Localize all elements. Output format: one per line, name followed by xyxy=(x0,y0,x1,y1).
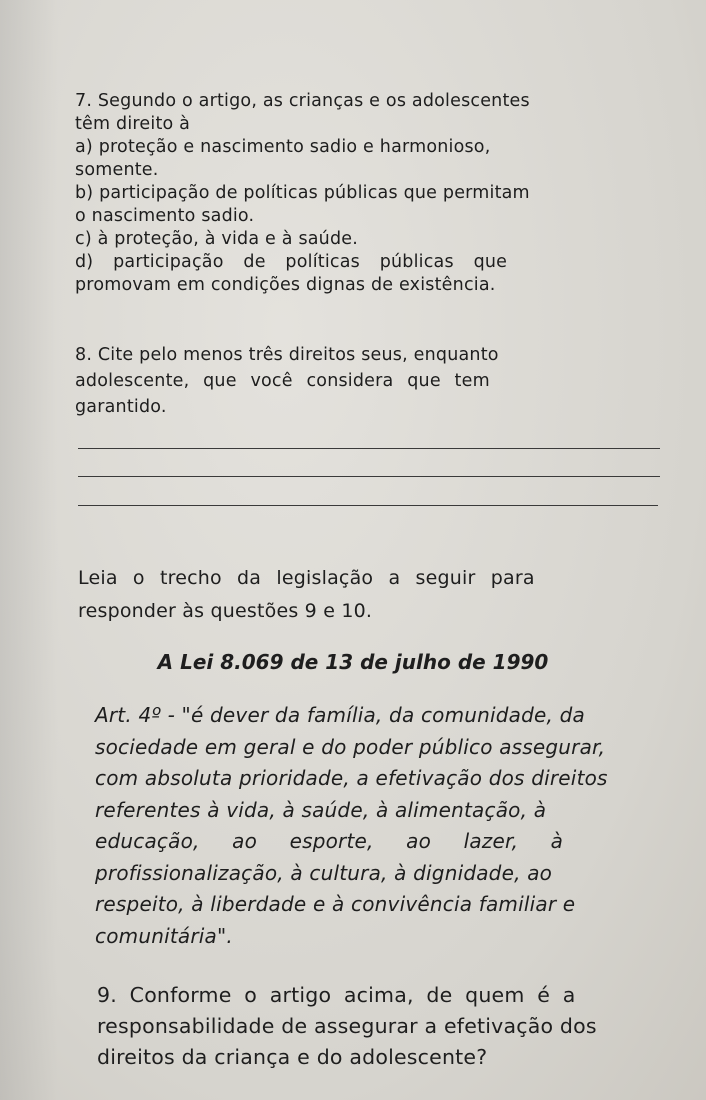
q7-line: promovam em condições dignas de existência. xyxy=(75,275,496,295)
q7-option-d: d) participação de políticas públicas que xyxy=(75,252,508,272)
law-line: respeito, à liberdade e à convivência familiar e xyxy=(95,892,576,916)
q9-line: responsabilidade de assegurar a efetivação dos xyxy=(97,1014,597,1038)
q9-line: 9. Conforme o artigo acima, de quem é a xyxy=(97,983,576,1007)
q9-line: direitos da criança e do adolescente? xyxy=(97,1045,488,1069)
law-line: educação, ao esporte, ao lazer, à xyxy=(95,829,564,853)
question-9 xyxy=(97,980,652,1073)
answer-line[interactable] xyxy=(78,505,658,506)
q8-line: garantido. xyxy=(75,397,167,417)
law-line: comunitária". xyxy=(95,923,233,948)
q7-line: 7. Segundo o artigo, as crianças e os adolescentes xyxy=(75,91,530,111)
intro-line: responder às questões 9 e 10. xyxy=(78,600,373,622)
law-line: com absoluta prioridade, a efetivação dos direitos xyxy=(95,766,608,790)
law-line: profissionalização, à cultura, à dignidade, ao xyxy=(95,860,553,885)
q7-option-c: c) à proteção, à vida e à saúde. xyxy=(75,229,359,249)
question-8 xyxy=(75,342,660,420)
law-title: A Lei 8.069 de 13 de julho de 1990 xyxy=(157,650,549,674)
law-line: Art. 4º - "é dever da família, da comunidade, da xyxy=(95,703,586,727)
page-shadow xyxy=(0,0,58,1100)
q7-line: somente. xyxy=(75,160,159,180)
law-line: referentes à vida, à saúde, à alimentação, à xyxy=(95,797,547,822)
q7-option-a: a) proteção e nascimento sadio e harmonioso, xyxy=(75,137,491,157)
q7-option-b: b) participação de políticas públicas que permitam xyxy=(75,183,530,203)
q8-line: 8. Cite pelo menos três direitos seus, enquanto xyxy=(75,345,499,365)
intro-line: Leia o trecho da legislação a seguir para xyxy=(78,567,535,589)
question-7 xyxy=(75,90,660,297)
q7-line: o nascimento sadio. xyxy=(75,206,255,226)
reading-instruction xyxy=(78,562,658,628)
law-excerpt xyxy=(95,700,650,952)
answer-line[interactable] xyxy=(78,448,660,449)
law-line: sociedade em geral e do poder público assegurar, xyxy=(95,734,606,759)
q8-line: adolescente, que você considera que tem xyxy=(75,371,490,391)
q7-line: têm direito à xyxy=(75,114,191,134)
answer-line[interactable] xyxy=(78,476,660,477)
